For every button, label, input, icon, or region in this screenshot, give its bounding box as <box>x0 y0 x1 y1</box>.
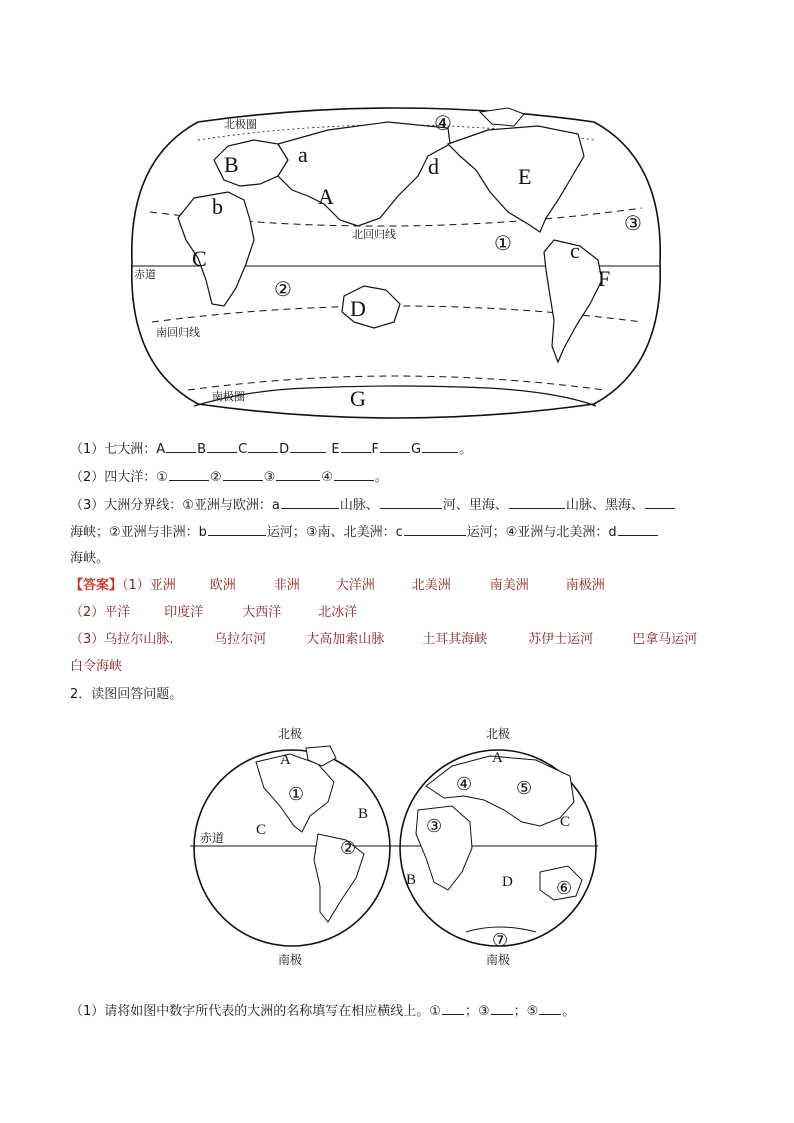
label-antarctic-circle: 南极圈 <box>212 390 245 403</box>
q2-title: 2．读图回答问题。 <box>70 687 183 702</box>
answer-row-4: 白令海峡 <box>70 659 123 674</box>
label-D: D <box>350 296 366 321</box>
q1-oceans-line: （2）四大洋：① ② ③ ④ 。 <box>70 470 388 485</box>
q1-continents-line: （1）七大洲：A B C D E F G 。 <box>70 442 473 457</box>
label-north-pole-east: 北极 <box>486 727 511 741</box>
e-label-3: ③ <box>426 816 443 836</box>
label-b: b <box>212 194 223 219</box>
w-label-B: B <box>358 806 369 822</box>
q1-boundary-line-2: 海峡；②亚洲与非洲：b 运河；③南、北美洲：c 运河；④亚洲与北美洲：d <box>70 523 659 542</box>
label-F: F <box>598 266 611 291</box>
ocean-3: ③ <box>624 213 642 235</box>
label-equator-2: 赤道 <box>200 831 225 845</box>
answer-row-3: （3）乌拉尔山脉. 乌拉尔河 大高加索山脉 土耳其海峡 苏伊士运河 巴拿马运河 <box>70 632 698 647</box>
q1-boundary-line-1: （3）大洲分界线：①亚洲与欧洲：a 山脉、 河、里海、 山脉、黑海、 <box>70 496 676 515</box>
label-south-pole-east: 南极 <box>486 953 511 967</box>
e-label-7: ⑦ <box>492 930 509 950</box>
label-tropic-capricorn: 南回归线 <box>156 326 200 339</box>
label-B: B <box>224 152 239 177</box>
w-label-C: C <box>256 822 267 838</box>
e-label-B: B <box>406 872 417 888</box>
label-north-pole-west: 北极 <box>278 727 303 741</box>
w-label-2: ② <box>340 838 357 858</box>
label-south-pole-west: 南极 <box>278 953 303 967</box>
answer-row-2: （2）平洋 印度洋 大西洋 北冰洋 <box>70 605 358 620</box>
q1-boundary-line-3: 海峡。 <box>70 551 110 566</box>
ocean-1: ① <box>494 233 512 255</box>
label-G: G <box>350 386 366 411</box>
e-label-C: C <box>560 814 571 830</box>
label-C: C <box>192 246 207 271</box>
label-equator: 赤道 <box>134 268 156 281</box>
w-label-1: ① <box>288 784 305 804</box>
answer-row-1: 【答案】（1）亚洲 欧洲 非洲 大洋洲 北美洲 南美洲 南极洲 <box>70 578 605 593</box>
label-d: d <box>428 154 439 179</box>
e-label-5: ⑤ <box>516 778 533 798</box>
label-arctic-circle: 北极圈 <box>224 118 257 131</box>
e-label-A: A <box>492 750 503 766</box>
label-E: E <box>518 164 532 189</box>
label-tropic-cancer: 北回归线 <box>352 228 396 241</box>
label-A: A <box>318 184 334 209</box>
label-c: c <box>570 238 580 263</box>
label-a: a <box>298 142 308 167</box>
e-label-D: D <box>502 874 513 890</box>
q2-question-1: （1）请将如图中数字所代表的大洲的名称填写在相应横线上。① ；③ ；⑤ 。 <box>70 1004 576 1019</box>
ocean-4: ④ <box>434 113 452 135</box>
w-label-A: A <box>280 752 291 768</box>
e-label-4: ④ <box>456 774 473 794</box>
answer-head: 【答案】 <box>70 578 123 593</box>
hemispheres-map <box>190 722 610 972</box>
ocean-2: ② <box>274 279 292 301</box>
world-map <box>128 100 664 426</box>
e-label-6: ⑥ <box>556 878 573 898</box>
